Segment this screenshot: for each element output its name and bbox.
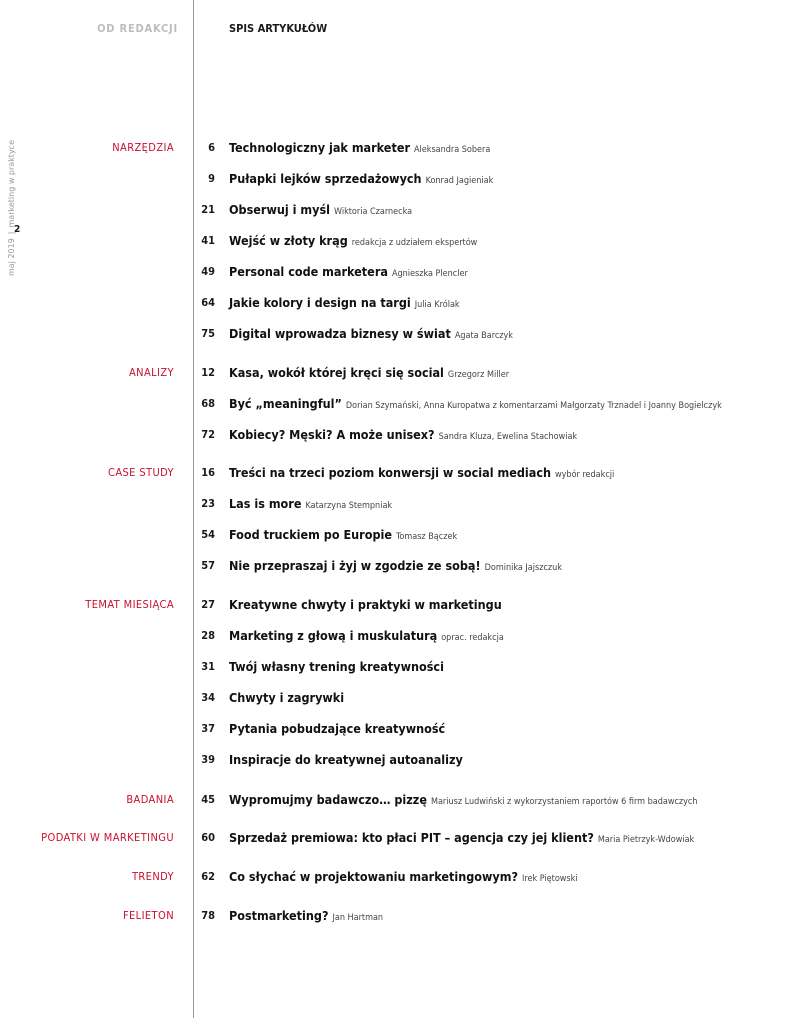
article-author: Aleksandra Sobera bbox=[414, 145, 491, 155]
article-title[interactable]: Jakie kolory i design na targi bbox=[229, 295, 411, 310]
article-author: Katarzyna Stempniak bbox=[305, 501, 393, 511]
toc-entry[interactable] bbox=[0, 203, 800, 221]
article-author: Agata Barczyk bbox=[454, 331, 513, 341]
toc-entry-text bbox=[229, 628, 504, 646]
section-title: TRENDY bbox=[131, 870, 174, 883]
toc-page-number: 45 bbox=[201, 793, 215, 806]
article-title[interactable]: Być „meaningful” bbox=[229, 396, 342, 411]
article-title[interactable]: Personal code marketera bbox=[229, 264, 388, 279]
article-author: Jan Hartman bbox=[332, 913, 384, 923]
article-author: Agnieszka Plencler bbox=[391, 269, 468, 279]
toc-entry-text bbox=[229, 496, 392, 514]
toc-entry-text bbox=[229, 558, 562, 576]
toc-entry-text bbox=[229, 830, 694, 848]
toc-page-number: 34 bbox=[201, 691, 215, 704]
toc-page-number: 9 bbox=[208, 172, 215, 185]
toc-page-number: 62 bbox=[201, 870, 215, 883]
toc-page-number: 28 bbox=[201, 629, 215, 642]
toc-entry-text bbox=[229, 365, 509, 383]
toc-entry-text bbox=[229, 792, 698, 810]
toc-entry[interactable] bbox=[0, 265, 800, 283]
toc-page-number: 72 bbox=[201, 428, 215, 441]
article-title[interactable]: Obserwuj i myśl bbox=[229, 202, 331, 217]
article-title[interactable]: Chwyty i zagrywki bbox=[229, 690, 345, 705]
toc-entry-text bbox=[229, 295, 460, 313]
toc-entry[interactable] bbox=[0, 296, 800, 314]
toc-entry-text bbox=[229, 690, 344, 706]
toc-entry-text bbox=[229, 527, 457, 545]
toc-entry[interactable] bbox=[0, 366, 800, 384]
toc-page-number: 31 bbox=[201, 660, 215, 673]
section-title: PODATKI W MARKETINGU bbox=[41, 831, 174, 844]
header-od-redakcji[interactable]: OD REDAKCJI bbox=[97, 22, 178, 35]
toc-page-number: 68 bbox=[201, 397, 215, 410]
toc-page-number: 6 bbox=[208, 141, 215, 154]
toc-entry-text bbox=[229, 326, 513, 344]
toc-page-number: 37 bbox=[201, 722, 215, 735]
section-title: TEMAT MIESIĄCA bbox=[85, 598, 174, 611]
toc-entry[interactable] bbox=[0, 831, 800, 849]
article-title[interactable]: Technologiczny jak marketer bbox=[229, 140, 410, 155]
toc-entry[interactable] bbox=[0, 327, 800, 345]
article-title[interactable]: Kreatywne chwyty i praktyki w marketingu bbox=[229, 597, 502, 612]
toc-page-number: 75 bbox=[201, 327, 215, 340]
section-title: NARZĘDZIA bbox=[112, 141, 174, 154]
toc-page-number: 23 bbox=[201, 497, 215, 510]
article-author: Maria Pietrzyk-Wdowiak bbox=[597, 835, 695, 845]
toc-entry[interactable] bbox=[0, 172, 800, 190]
toc-entry-text bbox=[229, 427, 577, 445]
article-author: redakcja z udziałem ekspertów bbox=[351, 238, 478, 248]
toc-entry[interactable] bbox=[0, 397, 800, 415]
toc-entry[interactable] bbox=[0, 870, 800, 888]
article-author: Wiktoria Czarnecka bbox=[334, 207, 413, 217]
toc-entry[interactable] bbox=[0, 234, 800, 252]
toc-page-number: 57 bbox=[201, 559, 215, 572]
toc-entry-text bbox=[229, 721, 445, 737]
section-title: BADANIA bbox=[126, 793, 174, 806]
article-author: Julia Królak bbox=[414, 300, 460, 310]
article-title[interactable]: Treści na trzeci poziom konwersji w social mediach bbox=[229, 465, 552, 480]
article-title[interactable]: Nie przepraszaj i żyj w zgodzie ze sobą! bbox=[229, 558, 481, 573]
article-title[interactable]: Sprzedaż premiowa: kto płaci PIT – agencja czy jej klient? bbox=[229, 830, 594, 845]
article-title[interactable]: Marketing z głową i muskulaturą bbox=[229, 628, 438, 643]
toc-entry[interactable] bbox=[0, 753, 800, 771]
article-title[interactable]: Twój własny trening kreatywności bbox=[229, 659, 444, 674]
section-title: FELIETON bbox=[122, 909, 174, 922]
toc-entry-text bbox=[229, 659, 444, 675]
toc-entry[interactable] bbox=[0, 660, 800, 678]
article-author: Irek Piętowski bbox=[521, 874, 578, 884]
toc-page-number: 39 bbox=[201, 753, 215, 766]
toc-entry[interactable] bbox=[0, 428, 800, 446]
article-author: wybór redakcji bbox=[555, 470, 615, 480]
toc-entry[interactable] bbox=[0, 141, 800, 159]
article-title[interactable]: Postmarketing? bbox=[229, 908, 329, 923]
article-author: Dorian Szymański, Anna Kuropatwa z komentarzami Małgorzaty Trznadel i Joanny Bogielczyk bbox=[345, 401, 722, 411]
sidebar-page-number: 2 bbox=[14, 224, 21, 235]
article-title[interactable]: Kobiecy? Męski? A może unisex? bbox=[229, 427, 435, 442]
toc-entry-text bbox=[229, 140, 490, 158]
toc-page-number: 60 bbox=[201, 831, 215, 844]
toc-entry-text bbox=[229, 233, 477, 251]
toc-entry-text bbox=[229, 396, 722, 414]
toc-entry-text bbox=[229, 465, 614, 483]
toc-entry[interactable] bbox=[0, 793, 800, 811]
article-author: oprac. redakcja bbox=[441, 633, 504, 643]
toc-entry[interactable] bbox=[0, 629, 800, 647]
toc-entry[interactable] bbox=[0, 466, 800, 484]
article-author: Mariusz Ludwiński z wykorzystaniem raportów 6 firm badawczych bbox=[430, 797, 698, 807]
header-spis-artykulow: SPIS ARTYKUŁÓW bbox=[229, 22, 328, 35]
toc-page-number: 16 bbox=[201, 466, 215, 479]
toc-page-number: 12 bbox=[201, 366, 215, 379]
toc-entry[interactable] bbox=[0, 909, 800, 927]
article-title[interactable]: Inspiracje do kreatywnej autoanalizy bbox=[229, 752, 463, 767]
toc-entry[interactable] bbox=[0, 691, 800, 709]
section-title: CASE STUDY bbox=[108, 466, 174, 479]
toc-entry-text bbox=[229, 752, 463, 768]
toc-entry[interactable] bbox=[0, 598, 800, 616]
article-title[interactable]: Co słychać w projektowaniu marketingowym? bbox=[229, 869, 518, 884]
toc-entry-text bbox=[229, 171, 493, 189]
toc-entry-text bbox=[229, 869, 578, 887]
article-author: Konrad Jagieniak bbox=[425, 176, 494, 186]
article-title[interactable]: Pułapki lejków sprzedażowych bbox=[229, 171, 422, 186]
toc-page-number: 49 bbox=[201, 265, 215, 278]
toc-page-number: 27 bbox=[201, 598, 215, 611]
article-author: Tomasz Bączek bbox=[395, 532, 458, 542]
toc-entry-text bbox=[229, 264, 468, 282]
toc-entry[interactable] bbox=[0, 559, 800, 577]
section-title: ANALIZY bbox=[129, 366, 174, 379]
sidebar-magazine: marketing w praktyce bbox=[7, 140, 16, 228]
toc-entry[interactable] bbox=[0, 722, 800, 740]
toc-entry[interactable] bbox=[0, 528, 800, 546]
toc-entry-text bbox=[229, 597, 502, 613]
toc-page-number: 54 bbox=[201, 528, 215, 541]
article-title[interactable]: Wejść w złoty krąg bbox=[229, 233, 348, 248]
article-author: Grzegorz Miller bbox=[447, 370, 510, 380]
article-title[interactable]: Kasa, wokół której kręci się social bbox=[229, 365, 444, 380]
toc-entry-text bbox=[229, 202, 412, 220]
toc-entry[interactable] bbox=[0, 497, 800, 515]
toc-page-number: 21 bbox=[201, 203, 215, 216]
article-title[interactable]: Wypromujmy badawczo… pizzę bbox=[229, 792, 427, 807]
article-author: Dominika Jajszczuk bbox=[484, 563, 563, 573]
article-title[interactable]: Food truckiem po Europie bbox=[229, 527, 392, 542]
sidebar-issue: maj 2019 bbox=[7, 238, 16, 277]
article-title[interactable]: Las is more bbox=[229, 496, 302, 511]
toc-page-number: 64 bbox=[201, 296, 215, 309]
article-title[interactable]: Pytania pobudzające kreatywność bbox=[229, 721, 446, 736]
toc-page-number: 41 bbox=[201, 234, 215, 247]
article-author: Sandra Kluza, Ewelina Stachowiak bbox=[438, 432, 578, 442]
toc-entry-text bbox=[229, 908, 383, 926]
toc-page-number: 78 bbox=[201, 909, 215, 922]
sidebar-separator: | bbox=[7, 231, 16, 235]
article-title[interactable]: Digital wprowadza biznesy w świat bbox=[229, 326, 451, 341]
